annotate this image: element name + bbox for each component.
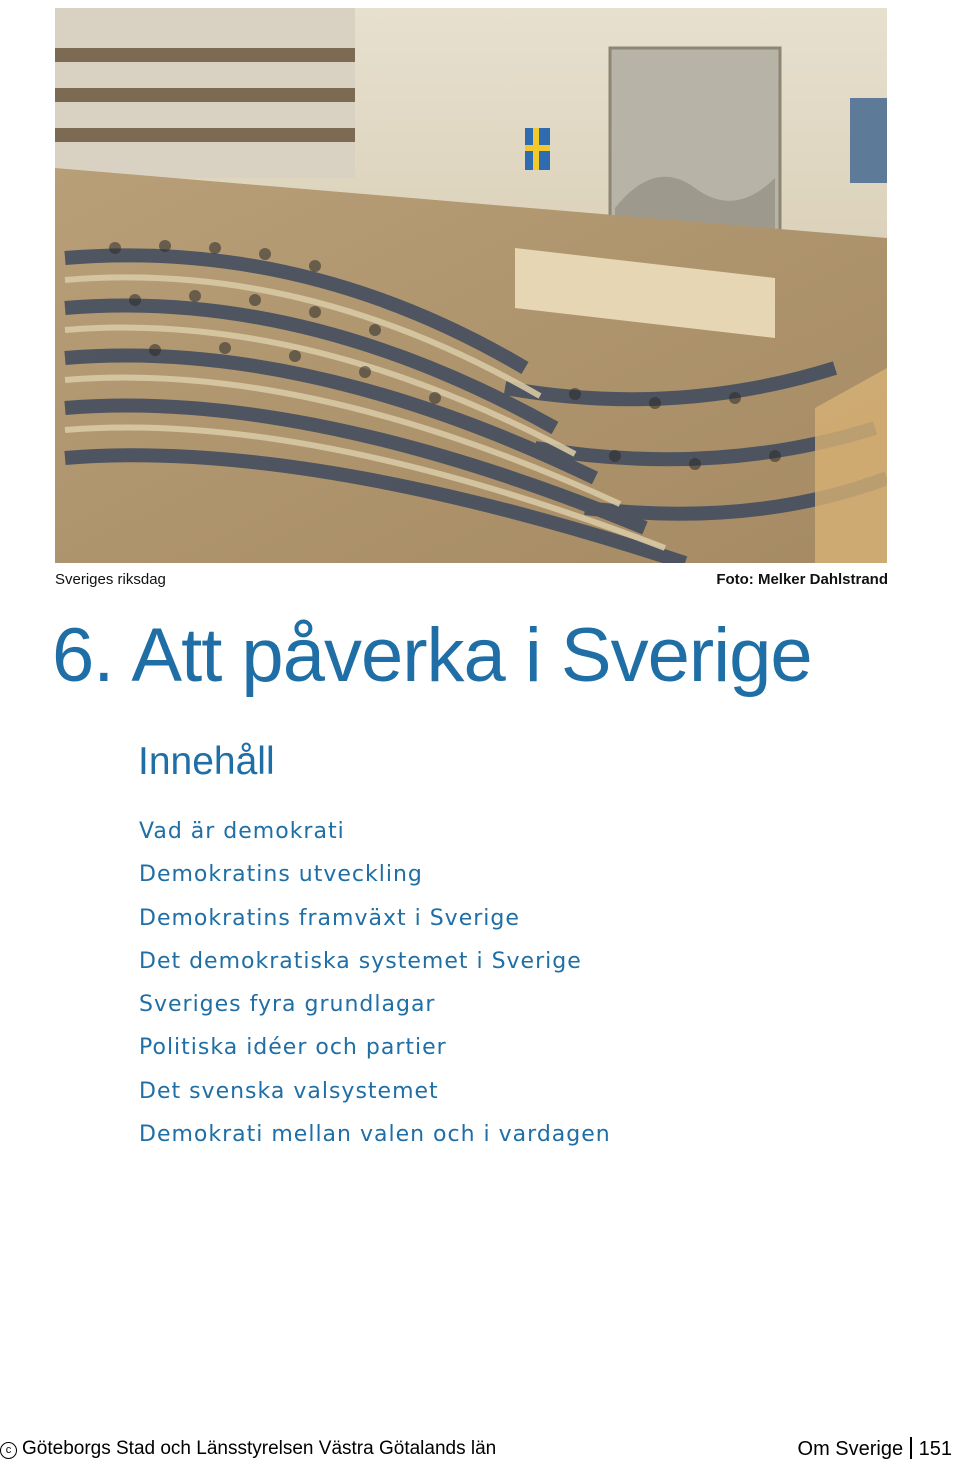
toc-item: Det demokratiska systemet i Sverige — [139, 948, 582, 974]
footer-publisher — [0, 1438, 496, 1460]
toc-item: Demokratins framväxt i Sverige — [139, 905, 520, 931]
toc-item: Demokrati mellan valen och i vardagen — [139, 1122, 611, 1148]
parliament-illustration — [55, 8, 887, 563]
footer-page-info — [798, 1437, 952, 1461]
toc-item: Sveriges fyra grundlagar — [139, 992, 436, 1018]
toc-item: Vad är demokrati — [139, 819, 345, 844]
toc-heading: Innehåll — [138, 740, 275, 783]
photo-credit: Foto: Melker Dahlstrand — [716, 571, 888, 588]
footer-divider — [910, 1437, 912, 1459]
chapter-title — [52, 606, 812, 706]
toc-item: Politiska idéer och partier — [139, 1035, 447, 1061]
chapter-title-text: Att påverka i Sverige — [131, 613, 812, 698]
page-number: 151 — [918, 1438, 952, 1460]
toc-list — [139, 810, 611, 1156]
toc-item: Det svenska valsystemet — [139, 1078, 439, 1104]
photo-caption: Sveriges riksdag — [55, 571, 166, 588]
publisher-text: Göteborgs Stad och Länsstyrelsen Västra Götalands län — [22, 1438, 497, 1459]
toc-item: Demokratins utveckling — [139, 862, 423, 888]
chapter-number: 6. — [52, 613, 114, 698]
book-title: Om Sverige — [797, 1438, 904, 1460]
parliament-photo — [55, 8, 887, 563]
copyright-icon: c — [0, 1442, 17, 1459]
